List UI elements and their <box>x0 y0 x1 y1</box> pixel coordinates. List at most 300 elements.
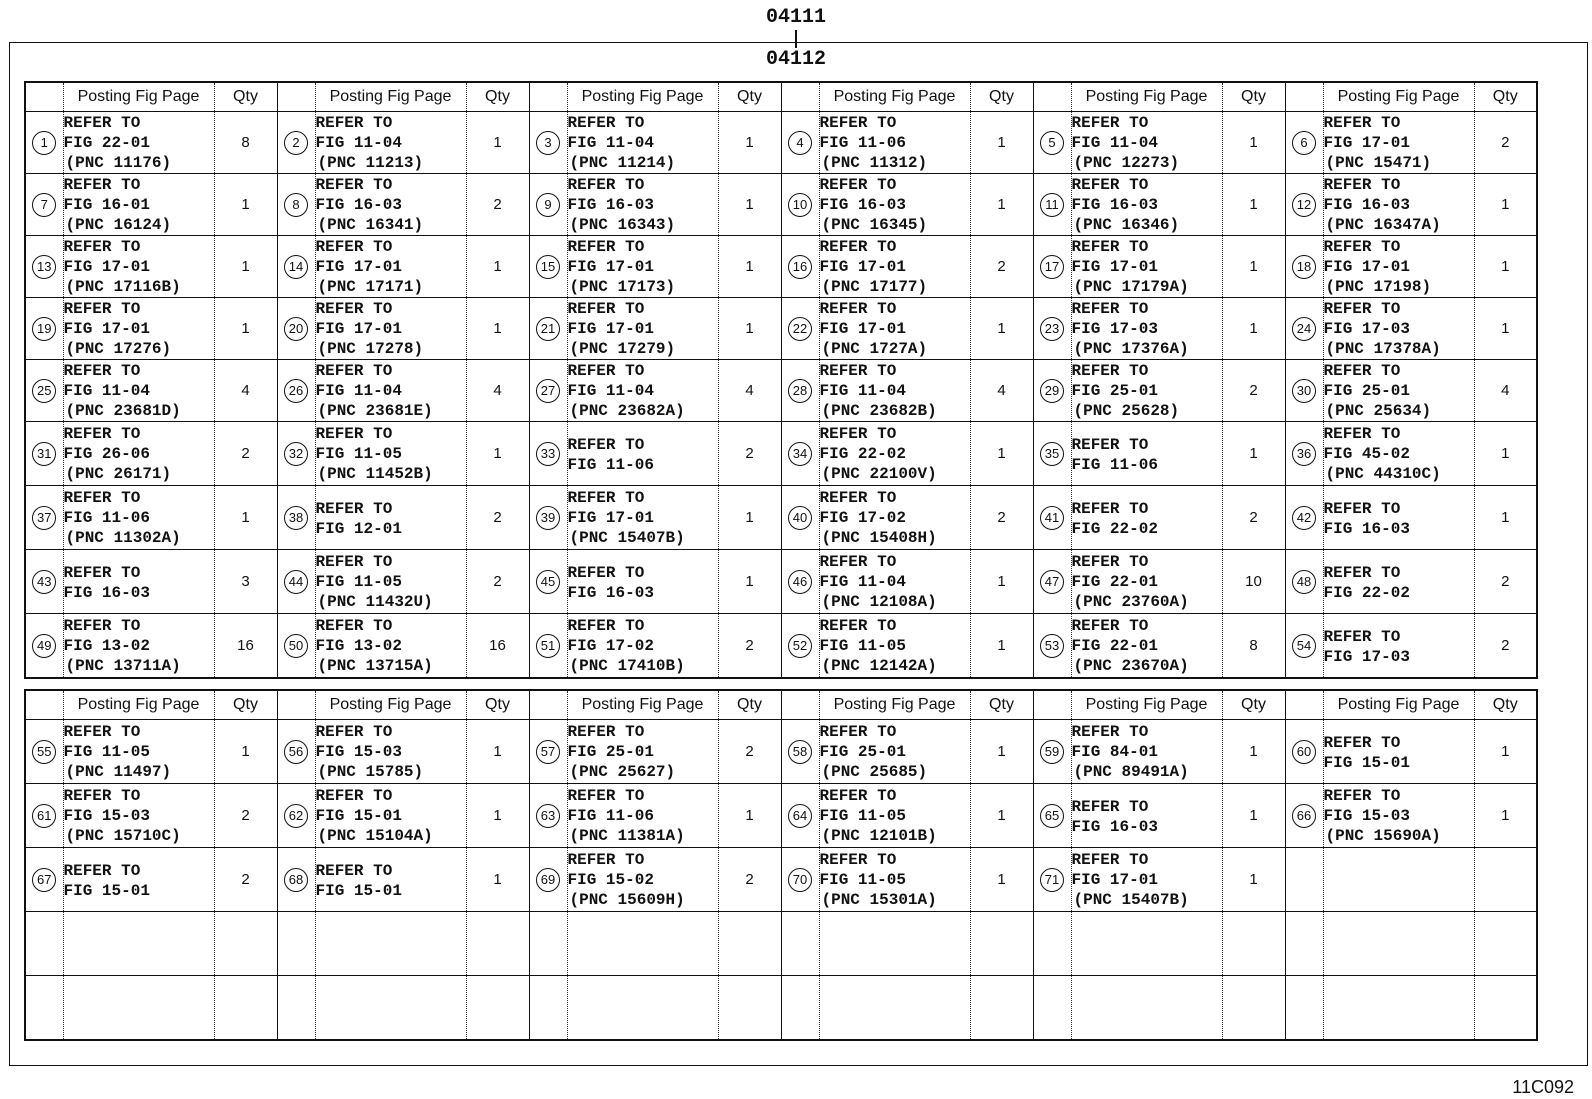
pnc-reference: (PNC 16347A) <box>1325 215 1441 234</box>
callout-number: 67 <box>32 868 56 892</box>
refer-label: REFER TO <box>1071 175 1149 194</box>
callout-cell <box>781 236 819 298</box>
callout-cell <box>1285 784 1323 848</box>
refer-label: REFER TO <box>1323 563 1401 582</box>
fig-reference: FIG 16-03 <box>1323 195 1410 214</box>
fig-reference: FIG 17-01 <box>1323 133 1410 152</box>
callout-cell <box>529 236 567 298</box>
posting-fig-page-cell <box>315 614 466 679</box>
fig-reference: FIG 45-02 <box>1323 444 1410 463</box>
refer-label: REFER TO <box>819 175 897 194</box>
qty-cell <box>718 912 781 976</box>
refer-label: REFER TO <box>1323 786 1401 805</box>
callout-cell <box>277 360 315 422</box>
posting-fig-page-cell <box>1071 912 1222 976</box>
callout-cell <box>1033 550 1071 614</box>
refer-label: REFER TO <box>567 175 645 194</box>
pnc-reference: (PNC 17173) <box>569 277 676 296</box>
qty-cell: 1 <box>1474 784 1537 848</box>
header-blank <box>1033 82 1071 112</box>
callout-cell <box>277 112 315 174</box>
refer-label: REFER TO <box>567 786 645 805</box>
refer-label: REFER TO <box>63 424 141 443</box>
qty-cell: 1 <box>466 112 529 174</box>
header-qty: Qty <box>1222 690 1285 720</box>
fig-reference: FIG 22-02 <box>819 444 906 463</box>
callout-number: 60 <box>1292 740 1316 764</box>
header-qty: Qty <box>466 82 529 112</box>
callout-cell <box>781 360 819 422</box>
refer-label: REFER TO <box>1071 616 1149 635</box>
pnc-reference: (PNC 25628) <box>1073 401 1180 420</box>
refer-label: REFER TO <box>315 113 393 132</box>
posting-fig-page-cell <box>1323 550 1474 614</box>
pnc-reference: (PNC 17177) <box>821 277 928 296</box>
fig-reference: FIG 11-04 <box>315 133 402 152</box>
posting-fig-page-cell <box>315 550 466 614</box>
posting-fig-page-cell <box>1323 976 1474 1041</box>
callout-cell <box>1033 614 1071 679</box>
callout-cell <box>1285 112 1323 174</box>
header-qty: Qty <box>970 690 1033 720</box>
header-posting: Posting Fig Page <box>63 690 214 720</box>
refer-label: REFER TO <box>819 113 897 132</box>
posting-fig-page-cell <box>315 360 466 422</box>
pnc-reference: (PNC 15408H) <box>821 528 937 547</box>
qty-cell <box>466 912 529 976</box>
callout-number: 26 <box>284 379 308 403</box>
pnc-reference: (PNC 17198) <box>1325 277 1432 296</box>
refer-label: REFER TO <box>567 113 645 132</box>
fig-reference: FIG 17-03 <box>1323 319 1410 338</box>
fig-reference: FIG 22-01 <box>1071 636 1158 655</box>
callout-cell <box>25 848 63 912</box>
callout-cell <box>277 174 315 236</box>
callout-cell <box>25 784 63 848</box>
posting-fig-page-cell <box>567 174 718 236</box>
posting-fig-page-cell <box>567 298 718 360</box>
callout-number: 22 <box>788 317 812 341</box>
fig-reference: FIG 25-01 <box>819 742 906 761</box>
posting-fig-page-cell <box>63 112 214 174</box>
main-table-body <box>25 112 1537 679</box>
callout-number: 41 <box>1040 506 1064 530</box>
posting-fig-page-cell <box>63 912 214 976</box>
posting-fig-page-cell <box>1323 784 1474 848</box>
callout-number: 8 <box>284 193 308 217</box>
callout-cell <box>277 912 315 976</box>
fig-reference: FIG 11-04 <box>1071 133 1158 152</box>
fig-reference: FIG 25-01 <box>567 742 654 761</box>
additional-table-body <box>25 720 1537 1041</box>
callout-number: 70 <box>788 868 812 892</box>
refer-label: REFER TO <box>1071 499 1149 518</box>
posting-fig-page-cell <box>819 360 970 422</box>
pnc-reference: (PNC 15407B) <box>569 528 685 547</box>
callout-number: 47 <box>1040 570 1064 594</box>
qty-cell: 1 <box>1222 174 1285 236</box>
qty-cell <box>1474 848 1537 912</box>
pnc-reference: (PNC 16343) <box>569 215 676 234</box>
callout-number: 51 <box>536 634 560 658</box>
posting-fig-page-cell <box>1323 422 1474 486</box>
fig-reference: FIG 16-03 <box>819 195 906 214</box>
posting-fig-page-cell <box>315 976 466 1041</box>
qty-cell <box>1222 976 1285 1041</box>
fig-reference: FIG 15-03 <box>315 742 402 761</box>
qty-cell: 4 <box>970 360 1033 422</box>
callout-cell <box>1285 720 1323 784</box>
callout-number: 66 <box>1292 804 1316 828</box>
refer-label: REFER TO <box>567 435 645 454</box>
qty-cell: 2 <box>466 550 529 614</box>
callout-number: 21 <box>536 317 560 341</box>
callout-cell <box>1033 720 1071 784</box>
table-row <box>25 112 1537 174</box>
posting-fig-page-cell <box>315 174 466 236</box>
table-row <box>25 912 1537 976</box>
fig-reference: FIG 11-05 <box>63 742 150 761</box>
callout-cell <box>25 486 63 550</box>
fig-reference: FIG 11-04 <box>315 381 402 400</box>
table-row <box>25 614 1537 679</box>
qty-cell: 1 <box>1222 848 1285 912</box>
posting-fig-page-cell <box>1071 550 1222 614</box>
callout-cell <box>529 614 567 679</box>
qty-cell: 1 <box>1222 236 1285 298</box>
fig-reference: FIG 17-01 <box>567 508 654 527</box>
header-qty: Qty <box>718 690 781 720</box>
callout-number: 10 <box>788 193 812 217</box>
pnc-reference: (PNC 17276) <box>65 339 172 358</box>
callout-number: 16 <box>788 255 812 279</box>
qty-cell: 1 <box>718 486 781 550</box>
qty-cell: 1 <box>1474 422 1537 486</box>
fig-reference: FIG 17-01 <box>1071 257 1158 276</box>
table-row <box>25 422 1537 486</box>
fig-reference: FIG 17-03 <box>1323 647 1410 666</box>
posting-fig-page-cell <box>1323 486 1474 550</box>
qty-cell: 3 <box>214 550 277 614</box>
refer-label: REFER TO <box>819 786 897 805</box>
qty-cell: 1 <box>1222 422 1285 486</box>
refer-label: REFER TO <box>567 488 645 507</box>
fig-reference: FIG 17-01 <box>1071 870 1158 889</box>
refer-label: REFER TO <box>63 563 141 582</box>
assembly-code-lower: 04112 <box>765 48 826 71</box>
callout-number: 36 <box>1292 442 1316 466</box>
callout-cell <box>1285 848 1323 912</box>
callout-number: 34 <box>788 442 812 466</box>
callout-cell <box>1033 976 1071 1041</box>
refer-label: REFER TO <box>567 722 645 741</box>
pnc-reference: (PNC 17376A) <box>1073 339 1189 358</box>
qty-cell: 1 <box>214 298 277 360</box>
qty-cell: 1 <box>466 784 529 848</box>
pnc-reference: (PNC 23681E) <box>317 401 433 420</box>
posting-fig-page-cell <box>63 174 214 236</box>
posting-fig-page-cell <box>1323 236 1474 298</box>
fig-reference: FIG 22-02 <box>1323 583 1410 602</box>
refer-label: REFER TO <box>819 850 897 869</box>
pnc-reference: (PNC 23682B) <box>821 401 937 420</box>
qty-cell <box>718 976 781 1041</box>
callout-cell <box>277 720 315 784</box>
posting-fig-page-cell <box>819 848 970 912</box>
reference-table-main <box>24 81 1538 679</box>
callout-cell <box>1033 298 1071 360</box>
refer-label: REFER TO <box>1323 299 1401 318</box>
header-posting: Posting Fig Page <box>315 690 466 720</box>
refer-label: REFER TO <box>819 361 897 380</box>
fig-reference: FIG 15-01 <box>63 881 150 900</box>
callout-number: 39 <box>536 506 560 530</box>
fig-reference: FIG 13-02 <box>63 636 150 655</box>
posting-fig-page-cell <box>567 550 718 614</box>
callout-number: 42 <box>1292 506 1316 530</box>
posting-fig-page-cell <box>63 550 214 614</box>
posting-fig-page-cell <box>1071 848 1222 912</box>
qty-cell: 10 <box>1222 550 1285 614</box>
qty-cell: 4 <box>1474 360 1537 422</box>
qty-cell: 2 <box>1474 550 1537 614</box>
callout-number: 14 <box>284 255 308 279</box>
qty-cell: 1 <box>970 614 1033 679</box>
fig-reference: FIG 22-01 <box>63 133 150 152</box>
header-qty: Qty <box>214 690 277 720</box>
header-qty: Qty <box>214 82 277 112</box>
pnc-reference: (PNC 25627) <box>569 762 676 781</box>
fig-reference: FIG 11-04 <box>63 381 150 400</box>
posting-fig-page-cell <box>1323 298 1474 360</box>
pnc-reference: (PNC 17171) <box>317 277 424 296</box>
posting-fig-page-cell <box>567 614 718 679</box>
callout-number: 5 <box>1040 131 1064 155</box>
pnc-reference: (PNC 23681D) <box>65 401 181 420</box>
callout-cell <box>781 298 819 360</box>
posting-fig-page-cell <box>819 422 970 486</box>
pnc-reference: (PNC 12101B) <box>821 826 937 845</box>
callout-cell <box>1033 112 1071 174</box>
callout-cell <box>529 976 567 1041</box>
qty-cell: 1 <box>970 422 1033 486</box>
pnc-reference: (PNC 17279) <box>569 339 676 358</box>
qty-cell: 1 <box>1222 720 1285 784</box>
callout-cell <box>1285 486 1323 550</box>
qty-cell: 1 <box>970 784 1033 848</box>
fig-reference: FIG 16-03 <box>315 195 402 214</box>
callout-cell <box>1033 174 1071 236</box>
qty-cell <box>970 976 1033 1041</box>
fig-reference: FIG 11-06 <box>1071 455 1158 474</box>
callout-cell <box>529 486 567 550</box>
posting-fig-page-cell <box>567 486 718 550</box>
table-row <box>25 298 1537 360</box>
refer-label: REFER TO <box>1071 299 1149 318</box>
posting-fig-page-cell <box>819 720 970 784</box>
callout-number: 29 <box>1040 379 1064 403</box>
pnc-reference: (PNC 15609H) <box>569 890 685 909</box>
callout-number: 69 <box>536 868 560 892</box>
posting-fig-page-cell <box>315 298 466 360</box>
refer-label: REFER TO <box>63 722 141 741</box>
qty-cell <box>1474 976 1537 1041</box>
qty-cell: 4 <box>718 360 781 422</box>
posting-fig-page-cell <box>63 298 214 360</box>
refer-label: REFER TO <box>567 850 645 869</box>
fig-reference: FIG 17-01 <box>819 257 906 276</box>
refer-label: REFER TO <box>315 361 393 380</box>
callout-number: 7 <box>32 193 56 217</box>
header-blank <box>25 82 63 112</box>
fig-reference: FIG 22-01 <box>1071 572 1158 591</box>
refer-label: REFER TO <box>1071 113 1149 132</box>
qty-cell: 1 <box>1474 720 1537 784</box>
callout-cell <box>25 112 63 174</box>
posting-fig-page-cell <box>1323 360 1474 422</box>
refer-label: REFER TO <box>315 616 393 635</box>
callout-cell <box>781 784 819 848</box>
posting-fig-page-cell <box>1071 614 1222 679</box>
refer-label: REFER TO <box>315 552 393 571</box>
pnc-reference: (PNC 15301A) <box>821 890 937 909</box>
posting-fig-page-cell <box>315 848 466 912</box>
table-row <box>25 360 1537 422</box>
callout-number: 23 <box>1040 317 1064 341</box>
callout-number: 48 <box>1292 570 1316 594</box>
fig-reference: FIG 16-01 <box>63 195 150 214</box>
header-blank <box>25 690 63 720</box>
qty-cell: 1 <box>1222 112 1285 174</box>
callout-number: 13 <box>32 255 56 279</box>
pnc-reference: (PNC 23760A) <box>1073 592 1189 611</box>
callout-cell <box>781 976 819 1041</box>
pnc-reference: (PNC 1727A) <box>821 339 928 358</box>
header-qty: Qty <box>1474 690 1537 720</box>
callout-cell <box>1033 848 1071 912</box>
callout-cell <box>529 360 567 422</box>
qty-cell: 1 <box>214 486 277 550</box>
fig-reference: FIG 11-06 <box>63 508 150 527</box>
pnc-reference: (PNC 11312) <box>821 153 928 172</box>
fig-reference: FIG 15-03 <box>63 806 150 825</box>
callout-number: 11 <box>1040 193 1064 217</box>
callout-number: 56 <box>284 740 308 764</box>
callout-number: 4 <box>788 131 812 155</box>
posting-fig-page-cell <box>315 422 466 486</box>
pnc-reference: (PNC 11213) <box>317 153 424 172</box>
callout-cell <box>1285 422 1323 486</box>
posting-fig-page-cell <box>315 112 466 174</box>
posting-fig-page-cell <box>819 550 970 614</box>
callout-number: 30 <box>1292 379 1316 403</box>
fig-reference: FIG 11-04 <box>567 133 654 152</box>
callout-cell <box>1033 360 1071 422</box>
callout-number: 31 <box>32 442 56 466</box>
callout-number: 25 <box>32 379 56 403</box>
posting-fig-page-cell <box>63 486 214 550</box>
refer-label: REFER TO <box>1071 797 1149 816</box>
table-row <box>25 486 1537 550</box>
callout-cell <box>529 422 567 486</box>
refer-label: REFER TO <box>819 722 897 741</box>
callout-cell <box>781 422 819 486</box>
qty-cell: 2 <box>466 486 529 550</box>
posting-fig-page-cell <box>1071 976 1222 1041</box>
callout-number: 38 <box>284 506 308 530</box>
refer-label: REFER TO <box>819 552 897 571</box>
callout-cell <box>529 848 567 912</box>
posting-fig-page-cell <box>567 112 718 174</box>
callout-cell <box>529 720 567 784</box>
qty-cell: 16 <box>466 614 529 679</box>
refer-label: REFER TO <box>1323 733 1401 752</box>
posting-fig-page-cell <box>567 976 718 1041</box>
fig-reference: FIG 17-01 <box>567 257 654 276</box>
callout-cell <box>781 848 819 912</box>
refer-label: REFER TO <box>567 237 645 256</box>
posting-fig-page-cell <box>819 976 970 1041</box>
header-blank <box>529 690 567 720</box>
pnc-reference: (PNC 15690A) <box>1325 826 1441 845</box>
table-header-row <box>25 690 1537 720</box>
qty-cell: 1 <box>1474 298 1537 360</box>
figure-code: 11C092 <box>1512 1077 1574 1097</box>
qty-cell: 1 <box>718 298 781 360</box>
pnc-reference: (PNC 22100V) <box>821 464 937 483</box>
header-posting: Posting Fig Page <box>1323 690 1474 720</box>
refer-label: REFER TO <box>315 722 393 741</box>
fig-reference: FIG 15-02 <box>567 870 654 889</box>
header-blank <box>1285 690 1323 720</box>
callout-number: 2 <box>284 131 308 155</box>
header-qty: Qty <box>1474 82 1537 112</box>
posting-fig-page-cell <box>1071 720 1222 784</box>
posting-fig-page-cell <box>567 422 718 486</box>
qty-cell: 1 <box>970 174 1033 236</box>
header-posting: Posting Fig Page <box>315 82 466 112</box>
callout-cell <box>1033 422 1071 486</box>
callout-cell <box>1285 976 1323 1041</box>
fig-reference: FIG 17-01 <box>315 257 402 276</box>
fig-reference: FIG 11-04 <box>567 381 654 400</box>
callout-number: 6 <box>1292 131 1316 155</box>
callout-number: 68 <box>284 868 308 892</box>
posting-fig-page-cell <box>1323 112 1474 174</box>
posting-fig-page-cell <box>567 360 718 422</box>
table-row <box>25 174 1537 236</box>
pnc-reference: (PNC 11302A) <box>65 528 181 547</box>
posting-fig-page-cell <box>819 112 970 174</box>
callout-cell <box>781 486 819 550</box>
qty-cell: 2 <box>214 784 277 848</box>
fig-reference: FIG 17-01 <box>567 319 654 338</box>
posting-fig-page-cell <box>63 236 214 298</box>
fig-reference: FIG 11-05 <box>819 636 906 655</box>
qty-cell: 1 <box>1222 784 1285 848</box>
qty-cell: 2 <box>718 848 781 912</box>
fig-reference: FIG 16-03 <box>1071 817 1158 836</box>
callout-cell <box>25 720 63 784</box>
callout-cell <box>277 486 315 550</box>
header-qty: Qty <box>970 82 1033 112</box>
pnc-reference: (PNC 17410B) <box>569 656 685 675</box>
qty-cell <box>970 912 1033 976</box>
posting-fig-page-cell <box>567 784 718 848</box>
callout-number: 71 <box>1040 868 1064 892</box>
refer-label: REFER TO <box>567 299 645 318</box>
callout-cell <box>781 112 819 174</box>
